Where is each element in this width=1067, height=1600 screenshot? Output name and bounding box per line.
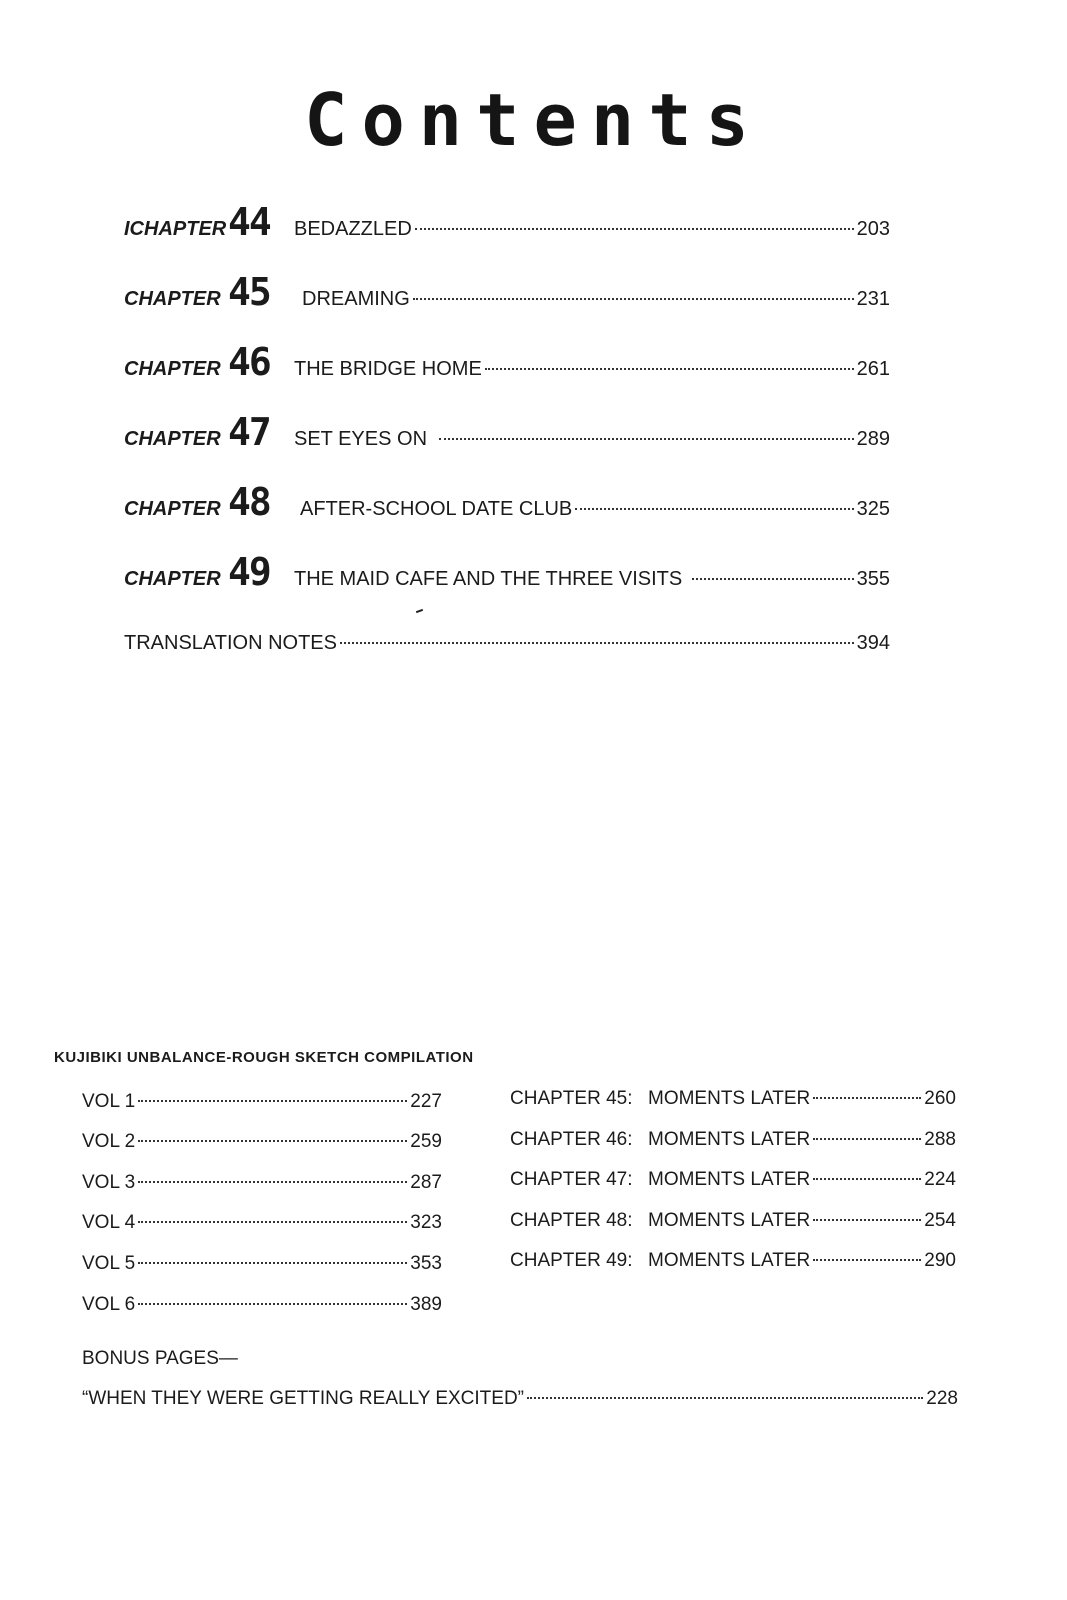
page-number: 203 xyxy=(856,218,890,240)
moments-later-entry[interactable] xyxy=(510,1250,956,1272)
chapter-label: CHAPTER xyxy=(124,568,221,590)
volume-label: VOL 1 xyxy=(82,1091,136,1112)
dot-leader xyxy=(439,438,854,440)
dot-leader xyxy=(813,1219,921,1221)
sketch-section-title: KUJIBIKI UNBALANCE-ROUGH SKETCH COMPILATION xyxy=(54,1049,474,1066)
toc-entry[interactable] xyxy=(124,410,890,454)
page-number: 325 xyxy=(856,498,890,520)
entry-title: MOMENTS LATER xyxy=(648,1210,811,1231)
volume-label: VOL 3 xyxy=(82,1172,136,1193)
page-title: Contents xyxy=(304,78,763,162)
dot-leader xyxy=(813,1097,921,1099)
entry-title: MOMENTS LATER xyxy=(648,1088,811,1109)
chapter-label: CHAPTER 49: xyxy=(510,1250,633,1271)
chapter-title: BEDAZZLED xyxy=(294,218,412,240)
toc-entry[interactable] xyxy=(124,480,890,524)
volume-entry[interactable] xyxy=(82,1091,442,1113)
chapter-title: AFTER-SCHOOL DATE CLUB xyxy=(300,498,573,520)
entry-title: MOMENTS LATER xyxy=(648,1129,811,1150)
volume-label: VOL 4 xyxy=(82,1212,136,1233)
dot-leader xyxy=(485,368,854,370)
toc-entry[interactable] xyxy=(124,270,890,314)
page-number: 254 xyxy=(924,1210,956,1231)
dot-leader xyxy=(138,1303,407,1305)
toc-entry-translation-notes[interactable] xyxy=(124,632,890,655)
chapter-label: CHAPTER 45: xyxy=(510,1088,633,1109)
page-number: 323 xyxy=(410,1212,442,1233)
page-number: 389 xyxy=(410,1294,442,1315)
dot-leader xyxy=(138,1221,407,1223)
chapter-label: CHAPTER xyxy=(124,428,221,450)
stray-mark xyxy=(416,609,423,613)
dot-leader xyxy=(527,1397,923,1399)
chapter-number: 48 xyxy=(228,480,270,524)
volume-entry[interactable] xyxy=(82,1131,442,1153)
chapter-number: 47 xyxy=(228,410,270,454)
chapter-label: CHAPTER 48: xyxy=(510,1210,633,1231)
translation-notes-label: TRANSLATION NOTES xyxy=(124,632,337,654)
dot-leader xyxy=(813,1138,921,1140)
toc-entry[interactable] xyxy=(124,550,890,594)
dot-leader xyxy=(138,1181,407,1183)
chapter-label: CHAPTER xyxy=(124,288,221,310)
chapter-number: 49 xyxy=(228,550,270,594)
page-number: 260 xyxy=(924,1088,956,1109)
volume-entry[interactable] xyxy=(82,1172,442,1194)
page-number: 228 xyxy=(926,1388,958,1409)
page-number: 288 xyxy=(924,1129,956,1150)
toc-entry[interactable] xyxy=(124,340,890,384)
page-number: 290 xyxy=(924,1250,956,1271)
bonus-pages-label: BONUS PAGES— xyxy=(82,1348,238,1369)
chapter-label: CHAPTER 47: xyxy=(510,1169,633,1190)
dot-leader xyxy=(413,298,854,300)
dot-leader xyxy=(340,642,854,644)
volume-entry[interactable] xyxy=(82,1294,442,1316)
page-number: 355 xyxy=(856,568,890,590)
page-number: 353 xyxy=(410,1253,442,1274)
dot-leader xyxy=(813,1178,921,1180)
page-number: 394 xyxy=(856,632,890,654)
chapter-number: 45 xyxy=(228,270,270,314)
entry-title: MOMENTS LATER xyxy=(648,1169,811,1190)
bonus-entry[interactable] xyxy=(82,1388,958,1410)
dot-leader xyxy=(813,1259,921,1261)
dot-leader xyxy=(138,1140,407,1142)
chapter-label: CHAPTER xyxy=(124,498,221,520)
volume-label: VOL 2 xyxy=(82,1131,136,1152)
volume-label: VOL 5 xyxy=(82,1253,136,1274)
chapter-number: 46 xyxy=(228,340,270,384)
page-number: 261 xyxy=(856,358,890,380)
toc-entry[interactable] xyxy=(124,200,890,244)
page-number: 287 xyxy=(410,1172,442,1193)
dot-leader xyxy=(138,1262,407,1264)
dot-leader xyxy=(575,508,853,510)
volume-entry[interactable] xyxy=(82,1212,442,1234)
page-number: 224 xyxy=(924,1169,956,1190)
moments-later-entry[interactable] xyxy=(510,1129,956,1151)
moments-later-entry[interactable] xyxy=(510,1210,956,1232)
chapter-label: CHAPTER xyxy=(124,358,221,380)
page-number: 259 xyxy=(410,1131,442,1152)
volume-label: VOL 6 xyxy=(82,1294,136,1315)
volume-entry[interactable] xyxy=(82,1253,442,1275)
chapter-title: THE MAID CAFE AND THE THREE VISITS xyxy=(294,568,683,590)
page-number: 231 xyxy=(856,288,890,310)
moments-later-entry[interactable] xyxy=(510,1088,956,1110)
dot-leader xyxy=(415,228,854,230)
dot-leader xyxy=(692,578,853,580)
moments-later-entry[interactable] xyxy=(510,1169,956,1191)
chapter-number: 44 xyxy=(228,200,270,244)
dot-leader xyxy=(138,1100,407,1102)
chapter-label: CHAPTER 46: xyxy=(510,1129,633,1150)
chapter-title: THE BRIDGE HOME xyxy=(294,358,482,380)
chapter-label: ICHAPTER xyxy=(124,218,227,240)
page-number: 289 xyxy=(856,428,890,450)
page-number: 227 xyxy=(410,1091,442,1112)
chapter-title: SET EYES ON xyxy=(294,428,428,450)
chapter-title: DREAMING xyxy=(302,288,410,310)
bonus-title: “WHEN THEY WERE GETTING REALLY EXCITED” xyxy=(82,1388,524,1409)
entry-title: MOMENTS LATER xyxy=(648,1250,811,1271)
